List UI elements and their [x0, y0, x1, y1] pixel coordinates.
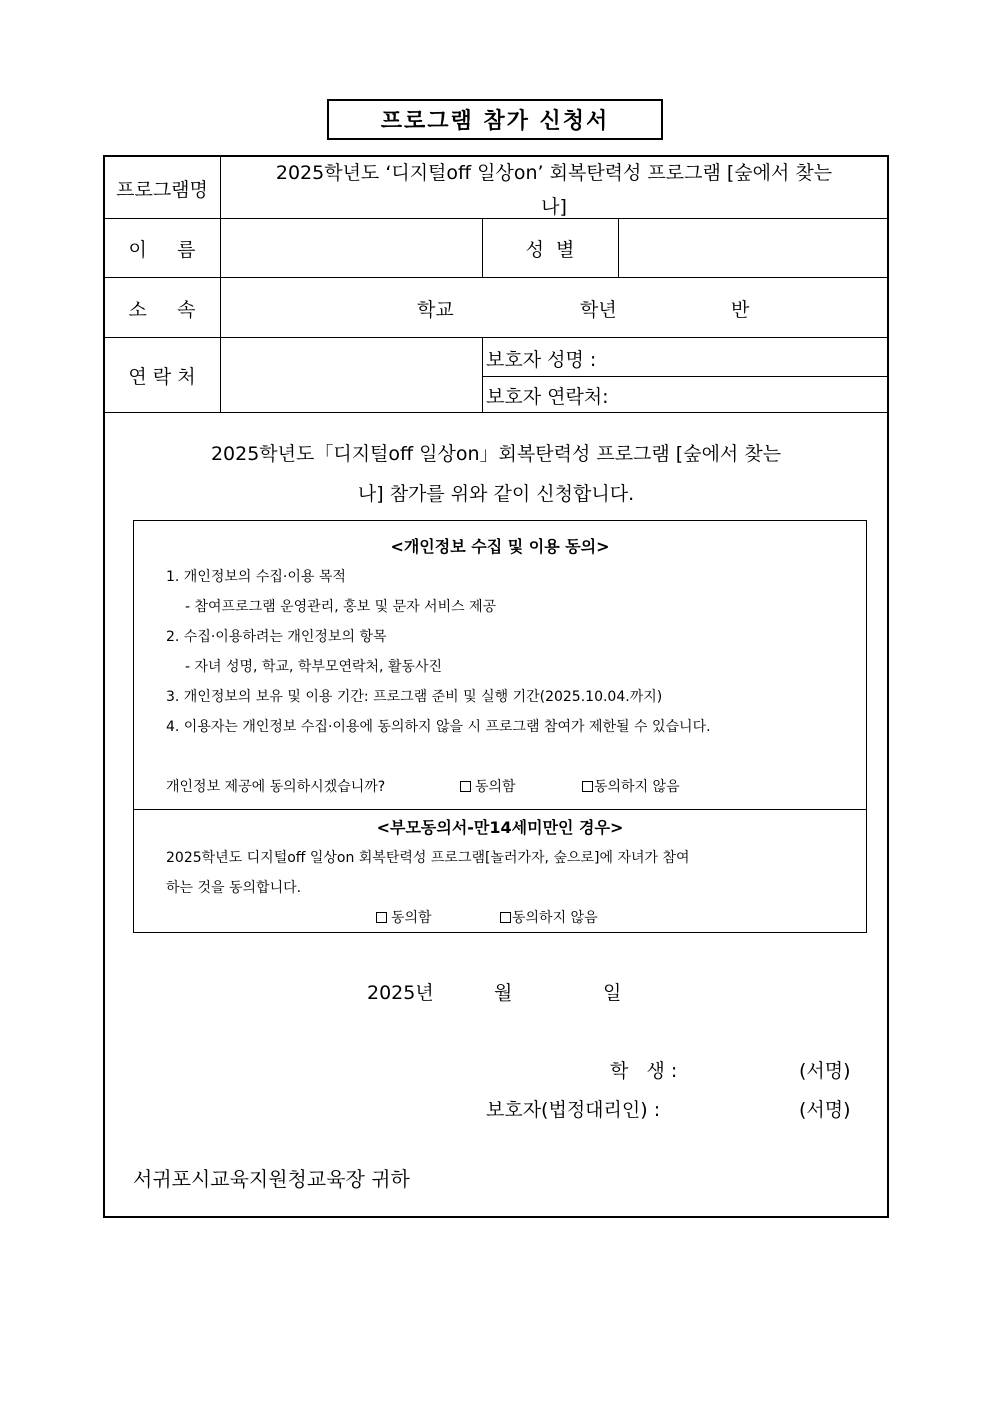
privacy-item-1-detail: - 참여프로그램 운영관리, 홍보 및 문자 서비스 제공: [185, 599, 497, 615]
privacy-disagree-checkbox[interactable]: [582, 781, 593, 792]
date-day: 일: [603, 982, 622, 1004]
affiliation-label: 소 속: [128, 299, 196, 321]
school-label: 학교: [417, 299, 454, 321]
program-value-line1: 2025학년도 ‘디지털off 일상on’ 회복탄력성 프로그램 [숲에서 찾는: [275, 162, 833, 184]
row-divider: [482, 376, 888, 377]
row-divider: [104, 412, 888, 413]
privacy-item-3: 3. 개인정보의 보유 및 이용 기간: 프로그램 준비 및 실행 기간(2025.10.04.까지): [166, 689, 663, 705]
privacy-agree-option[interactable]: [460, 776, 516, 796]
privacy-agree-checkbox[interactable]: [460, 781, 471, 792]
parent-agree-label: 동의함: [391, 910, 432, 926]
privacy-item-2: 2. 수집·이용하려는 개인정보의 항목: [166, 629, 387, 645]
col-divider: [482, 337, 483, 412]
name-label: 이 름: [128, 239, 196, 261]
row-divider: [104, 277, 888, 278]
privacy-item-4: 4. 이용자는 개인정보 수집·이용에 동의하지 않을 시 프로그램 참여가 제한될 수 있습니다.: [166, 719, 711, 735]
parent-agree-option[interactable]: [376, 907, 432, 927]
name-field[interactable]: [222, 220, 480, 275]
parent-disagree-label: 동의하지 않음: [512, 910, 598, 926]
privacy-disagree-option[interactable]: [582, 776, 680, 796]
privacy-heading: <개인정보 수집 및 이용 동의>: [390, 537, 610, 556]
guardian-signature-label: 보호자(법정대리인) :: [486, 1099, 661, 1121]
recipient: 서귀포시교육지원청교육장 귀하: [133, 1167, 410, 1191]
student-signature-mark[interactable]: (서명): [799, 1060, 851, 1082]
parent-consent-line2: 하는 것을 동의합니다.: [166, 880, 302, 896]
gender-field[interactable]: [620, 220, 886, 275]
gender-label: 성 별: [525, 239, 575, 261]
row-divider: [104, 337, 888, 338]
program-value-line2: 나]: [541, 196, 567, 218]
grade-label: 학년: [580, 299, 617, 321]
privacy-question: 개인정보 제공에 동의하시겠습니까?: [166, 779, 386, 795]
col-divider: [618, 218, 619, 277]
privacy-disagree-label: 동의하지 않음: [594, 779, 680, 795]
contact-field[interactable]: [222, 339, 480, 410]
privacy-agree-label: 동의함: [475, 779, 516, 795]
form-title: 프로그램 참가 신청서: [327, 99, 663, 140]
student-signature-label: 학 생 :: [610, 1060, 678, 1082]
parent-disagree-option[interactable]: [500, 907, 598, 927]
parent-agree-checkbox[interactable]: [376, 912, 387, 923]
guardian-contact-label: 보호자 연락처:: [486, 386, 609, 408]
application-statement-line1: 2025학년도「디지털off 일상on」회복탄력성 프로그램 [숲에서 찾는: [210, 443, 782, 465]
guardian-name-field[interactable]: [640, 339, 886, 374]
guardian-signature-mark[interactable]: (서명): [799, 1099, 851, 1121]
privacy-item-2-detail: - 자녀 성명, 학교, 학부모연락처, 활동사진: [185, 659, 443, 675]
guardian-contact-field[interactable]: [640, 378, 886, 410]
class-label: 반: [731, 299, 750, 321]
contact-label: 연 락 처: [128, 366, 196, 388]
parent-consent-line1: 2025학년도 디지털off 일상on 회복탄력성 프로그램[놀러가자, 숲으로]에 자녀가 참여: [166, 850, 690, 866]
consent-divider: [134, 809, 866, 810]
affiliation-field[interactable]: [222, 279, 886, 335]
date-month: 월: [494, 982, 513, 1004]
program-label: 프로그램명: [116, 179, 208, 201]
privacy-item-1: 1. 개인정보의 수집·이용 목적: [166, 569, 346, 585]
parent-consent-heading: <부모동의서-만14세미만인 경우>: [376, 818, 624, 837]
date-year: 2025년: [367, 982, 434, 1004]
guardian-name-label: 보호자 성명 :: [486, 349, 597, 371]
parent-disagree-checkbox[interactable]: [500, 912, 511, 923]
application-statement-line2: 나] 참가를 위와 같이 신청합니다.: [357, 483, 635, 505]
